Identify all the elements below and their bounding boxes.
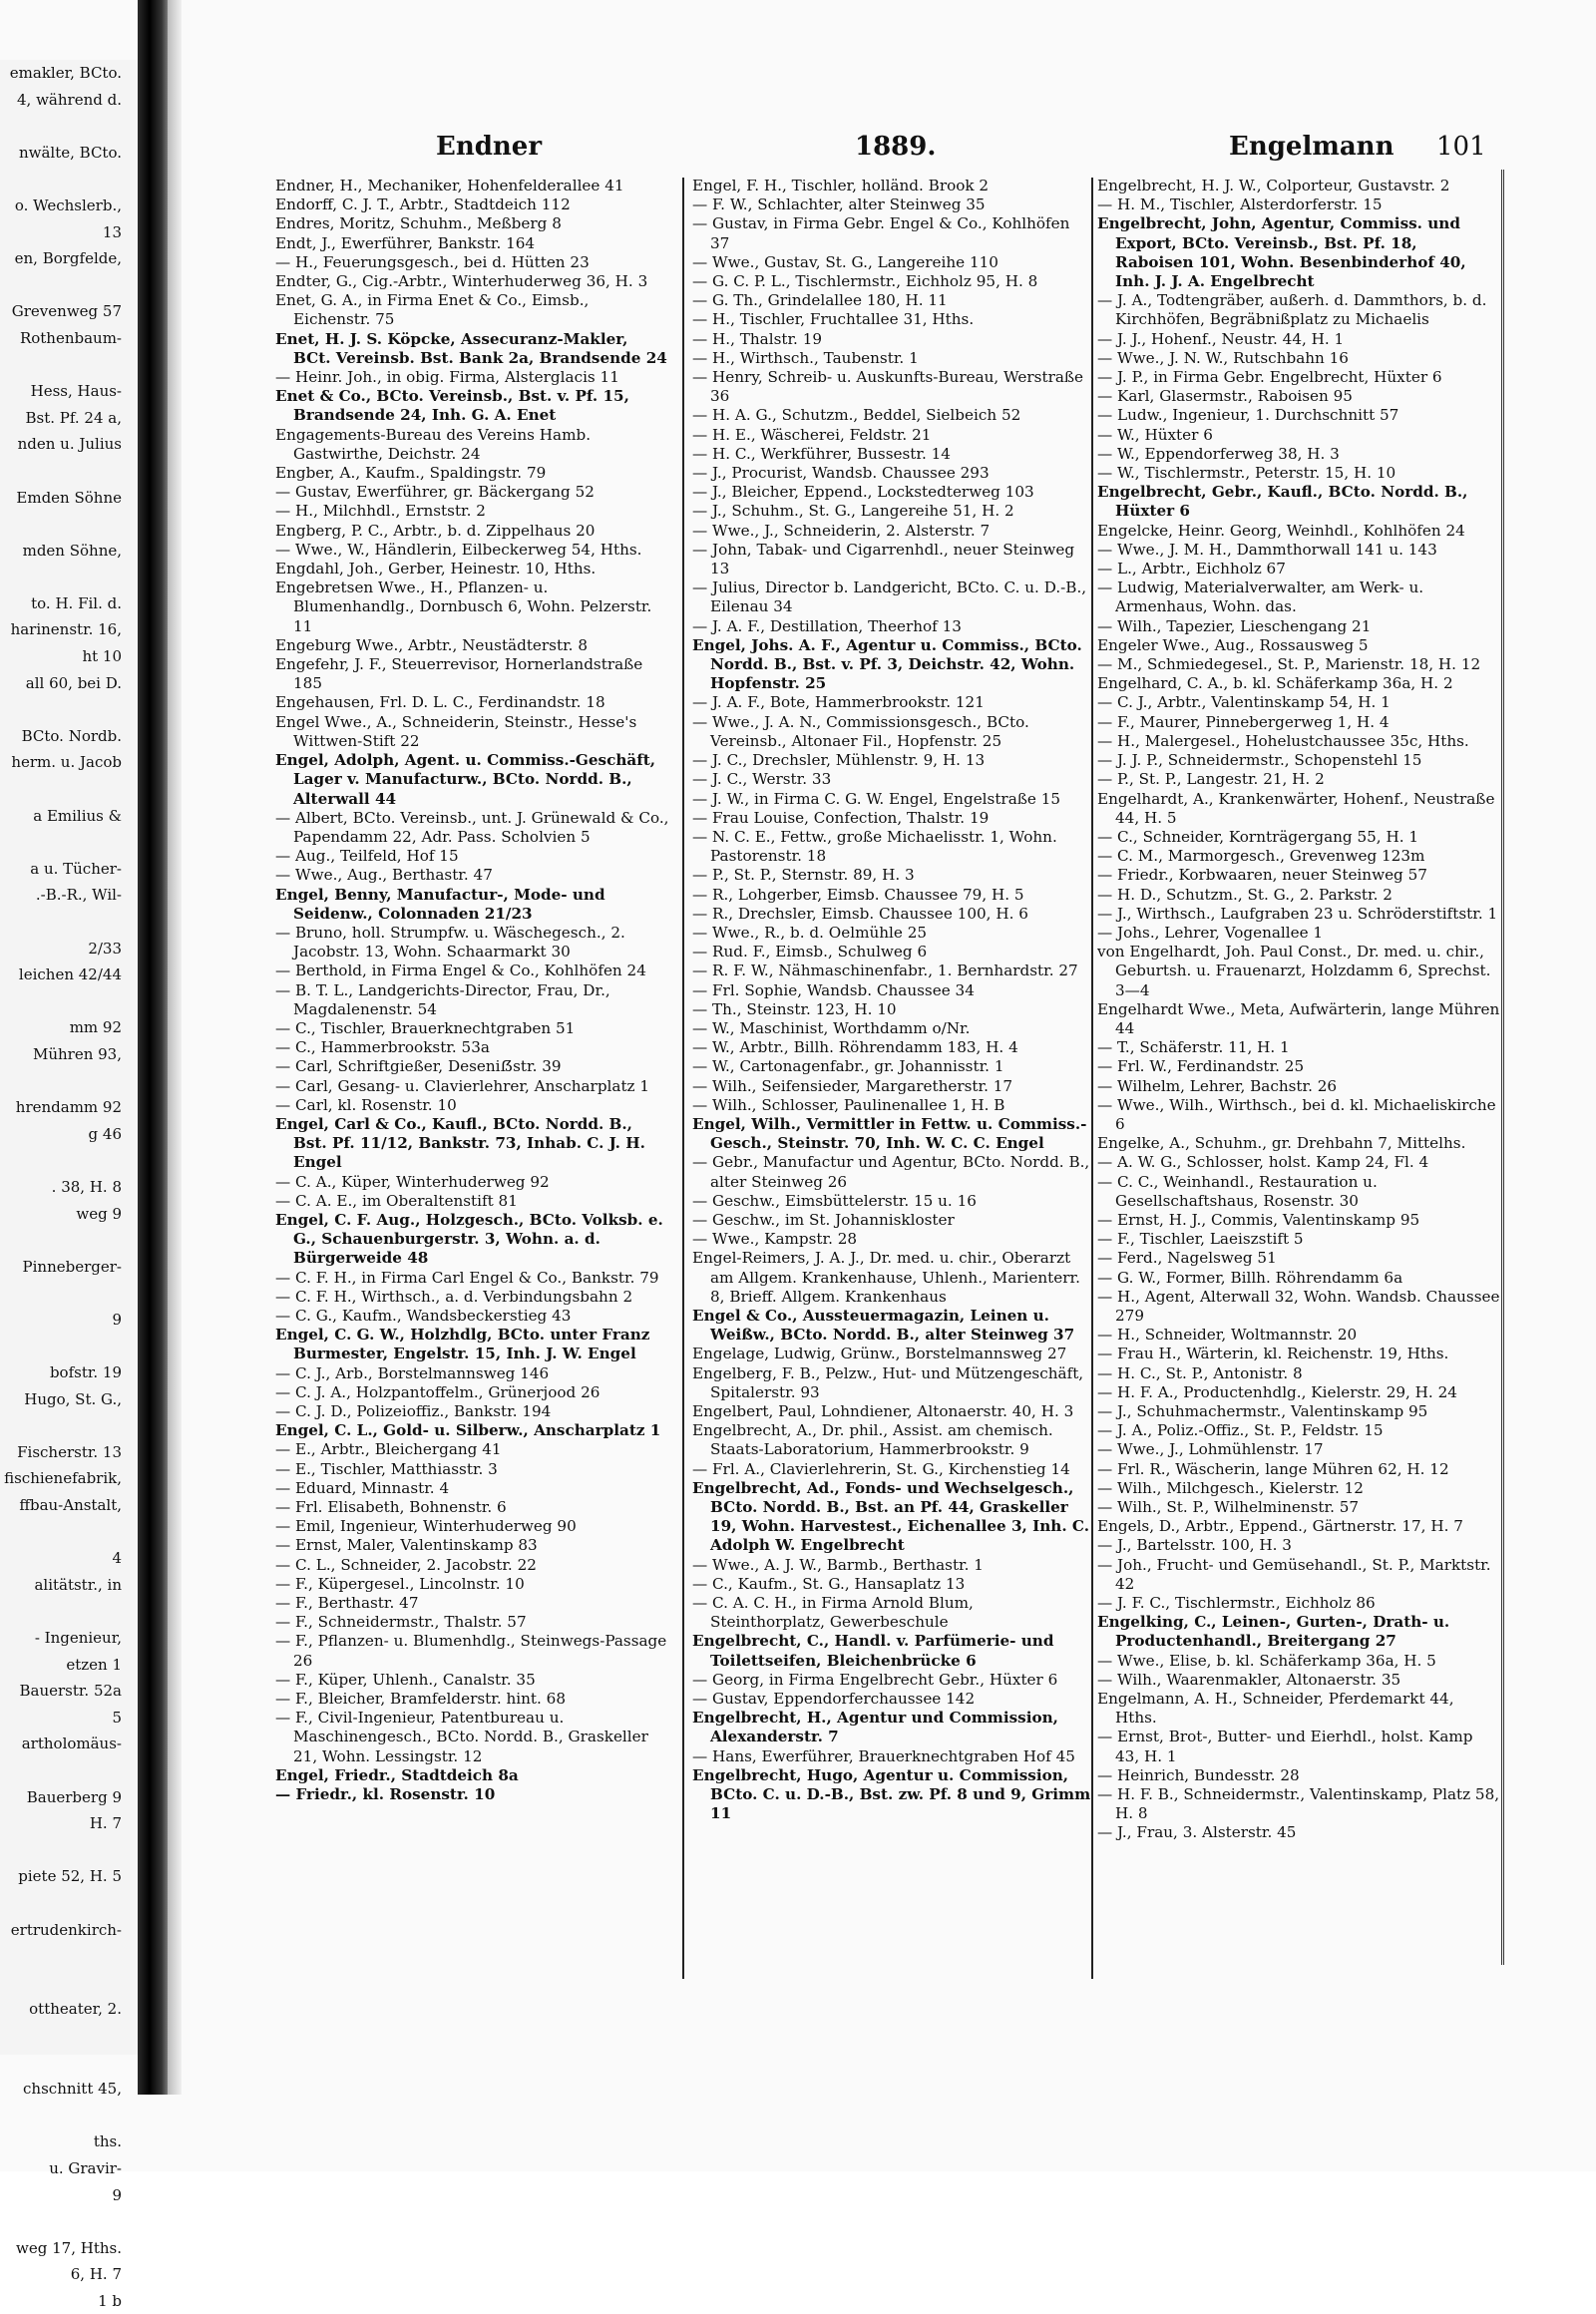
directory-entry: — Eduard, Minnastr. 4 <box>275 1478 450 1497</box>
left-page-line <box>0 1837 150 1864</box>
left-page-line: Bauerberg 9 <box>26 1787 122 1806</box>
directory-entry: Endorff, C. J. T., Arbtr., Stadtdeich 112 <box>275 195 571 214</box>
directory-entry: — F. W., Schlachter, alter Steinweg 35 <box>692 195 986 214</box>
directory-entry: — Wwe., Kampstr. 28 <box>692 1230 858 1249</box>
directory-entry: — Wilh., Seifensieder, Margaretherstr. 17 <box>692 1076 1013 1095</box>
directory-entry: — J., Procurist, Wandsb. Chaussee 293 <box>692 464 990 483</box>
directory-entry: — C. G., Kaufm., Wandsbeckerstieg 43 <box>275 1306 572 1325</box>
directory-entry: — R., Drechsler, Eimsb. Chaussee 100, H. 6 <box>692 904 1028 923</box>
directory-entry: Engelmann, A. H., Schneider, Pferdemarkt 44, Hths. <box>1097 1690 1454 1728</box>
directory-entry: Engdahl, Joh., Gerber, Heinestr. 10, Hths. <box>275 560 597 578</box>
left-page-line: mden Söhne, <box>22 541 122 560</box>
directory-entry: Engel, Friedr., Stadtdeich 8a <box>275 1765 519 1784</box>
directory-entry: — G. W., Former, Billh. Röhrendamm 6a <box>1097 1268 1403 1287</box>
directory-entry: — Rud. F., Eimsb., Schulweg 6 <box>692 943 928 962</box>
directory-entry: Endner, H., Mechaniker, Hohenfelderallee 41 <box>275 177 624 194</box>
left-page-line: alitätstr., in <box>34 1575 122 1594</box>
directory-entry: — F., Küper, Uhlenh., Canalstr. 35 <box>275 1670 536 1689</box>
directory-entry: — H. C., Werkführer, Bussestr. 14 <box>692 444 951 463</box>
left-page-line <box>0 1280 150 1307</box>
left-page-line: a u. Tücher- <box>30 859 122 878</box>
directory-entry: Engel, Benny, Manufactur-, Mode- und Seidenw., Colonnaden 21/23 <box>275 885 605 923</box>
directory-entry: — J., Schuhmachermstr., Valentinskamp 95 <box>1097 1402 1428 1420</box>
directory-entry: — Wwe., J. N. W., Rutschbahn 16 <box>1097 348 1349 367</box>
left-page-line: en, Borgfelde, <box>14 249 122 268</box>
directory-entry: Endt, J., Ewerführer, Bankstr. 164 <box>275 233 536 252</box>
directory-entry: — E., Tischler, Matthiasstr. 3 <box>275 1459 498 1478</box>
directory-entry: — Bruno, holl. Strumpfw. u. Wäschegesch., 2. Jacobstr. 13, Wohn. Schaarmarkt 30 <box>275 923 625 962</box>
directory-entry: — Hans, Ewerführer, Brauerknechtgraben Hof 45 <box>692 1746 1075 1765</box>
left-page-line: . 38, H. 8 <box>51 1177 122 1196</box>
left-page-line: 13 <box>102 222 122 241</box>
directory-entry: Engel, Adolph, Agent. u. Commiss.-Geschäft, Lager v. Manufacturw., BCto. Nordd. B., Alterwall 44 <box>275 751 656 808</box>
directory-entry: Engelbrecht, H. J. W., Colporteur, Gustavstr. 2 <box>1097 177 1450 194</box>
directory-entry: Engelage, Ludwig, Grünw., Borstelmannsweg 27 <box>692 1345 1067 1363</box>
directory-entry: — C., Hammerbrookstr. 53a <box>275 1038 490 1057</box>
directory-entry: — F., Maurer, Pinnebergerweg 1, H. 4 <box>1097 712 1390 731</box>
directory-entry: — C., Kaufm., St. G., Hansaplatz 13 <box>692 1574 966 1593</box>
directory-entry: Engels, D., Arbtr., Eppend., Gärtnerstr. 17, H. 7 <box>1097 1517 1463 1536</box>
left-page-line: Rothenbaum- <box>19 328 122 347</box>
directory-entry: — Berthold, in Firma Engel & Co., Kohlhöfen 24 <box>275 962 646 980</box>
left-page-line <box>0 696 150 723</box>
left-page-line: ertrudenkirch- <box>10 1920 122 1939</box>
directory-entry: — W., Eppendorferweg 38, H. 3 <box>1097 444 1340 463</box>
header-first-keyword: Endner <box>436 132 543 162</box>
left-page-line <box>0 1147 150 1174</box>
left-page-line <box>0 1334 150 1360</box>
directory-entry: — H., Milchhdl., Ernststr. 2 <box>275 502 486 521</box>
left-page-line: H. 7 <box>89 1814 122 1833</box>
directory-entry: — Carl, Schriftgießer, Deseniẞstr. 39 <box>275 1057 562 1076</box>
directory-entry: — W., Maschinist, Worthdamm o/Nr. <box>692 1018 971 1037</box>
directory-entry: — Wilh., Tapezier, Lieschengang 21 <box>1097 616 1372 635</box>
directory-entry: Engefehr, J. F., Steuerrevisor, Hornerlandstraße 185 <box>275 655 643 693</box>
directory-entry: — Wwe., Wilh., Wirthsch., bei d. kl. Michaeliskirche 6 <box>1097 1095 1496 1133</box>
left-page-line: Grevenweg 57 <box>11 302 122 321</box>
left-page-line: Hess, Haus- <box>30 382 122 401</box>
directory-entry: — Ernst, Brot-, Butter- und Eierhdl., holst. Kamp 43, H. 1 <box>1097 1728 1473 1765</box>
directory-entry: — H., Feuerungsgesch., bei d. Hütten 23 <box>275 252 590 271</box>
directory-entry: — F., Tischler, Laeiszstift 5 <box>1097 1230 1304 1249</box>
directory-entry: — C. J., Arbtr., Valentinskamp 54, H. 1 <box>1097 693 1391 712</box>
directory-entry: Endter, G., Cig.-Arbtr., Winterhuderweg 36, H. 3 <box>275 272 648 291</box>
directory-entry: — Ferd., Nagelsweg 51 <box>1097 1249 1277 1268</box>
directory-entry: — C. A., Küper, Winterhuderweg 92 <box>275 1172 550 1191</box>
directory-entry: von Engelhardt, Joh. Paul Const., Dr. med. u. chir., Geburtsh. u. Frauenarzt, Holzdamm 6, Sprechst. 3—4 <box>1097 943 1491 999</box>
left-page-line: 4, während d. <box>17 90 122 109</box>
directory-entry: — C. L., Schneider, 2. Jacobstr. 22 <box>275 1555 537 1574</box>
directory-entry: Engel Wwe., A., Schneiderin, Steinstr., Hesse's Wittwen-Stift 22 <box>275 712 637 750</box>
directory-entry: — Wilh., St. P., Wilhelminenstr. 57 <box>1097 1498 1360 1517</box>
directory-entry: — J. F. C., Tischlermstr., Eichholz 86 <box>1097 1594 1376 1613</box>
directory-entry: — F., Berthastr. 47 <box>275 1594 419 1613</box>
directory-entry: Engelbrecht, A., Dr. phil., Assist. am chemisch. Staats-Laboratorium, Hammerbrookstr. 9 <box>692 1421 1053 1459</box>
directory-entry: — H. M., Tischler, Alsterdorferstr. 15 <box>1097 195 1383 214</box>
directory-entry: — Carl, Gesang- u. Clavierlehrer, Anscharplatz 1 <box>275 1076 650 1095</box>
directory-entry: — Geschw., im St. Johanniskloster <box>692 1210 955 1229</box>
directory-entry: — John, Tabak- und Cigarrenhdl., neuer Steinweg 13 <box>692 540 1075 578</box>
directory-entry: — F., Civil-Ingenieur, Patentbureau u. Maschinengesch., BCto. Nordd. B., Graskeller 21, Wohn. Lessingstr. 12 <box>275 1709 648 1765</box>
left-page-line: Fischerstr. 13 <box>17 1442 122 1461</box>
left-page-line: fischienefabrik, <box>4 1469 122 1488</box>
directory-entry: — J. A., Poliz.-Offiz., St. P., Feldstr. 15 <box>1097 1421 1384 1440</box>
directory-entry: — Gustav, Eppendorferchaussee 142 <box>692 1690 976 1709</box>
directory-entry: — H. D., Schutzm., St. G., 2. Parkstr. 2 <box>1097 885 1393 904</box>
directory-entry: — Geschw., Eimsbüttelerstr. 15 u. 16 <box>692 1191 977 1210</box>
left-page-line: Hugo, St. G., <box>24 1389 122 1408</box>
directory-entry: — B. T. L., Landgerichts-Director, Frau, Dr., Magdalenenstr. 54 <box>275 980 610 1018</box>
left-page-line <box>0 1519 150 1546</box>
left-page-line: chschnitt 45, <box>23 2080 122 2099</box>
directory-entry: — H., Tischler, Fruchtallee 31, Hths. <box>692 310 975 329</box>
left-page-line: - Ingenieur, <box>34 1629 122 1648</box>
left-page-line: 4 <box>112 1549 122 1568</box>
directory-entry: — Frl. A., Clavierlehrerin, St. G., Kirchenstieg 14 <box>692 1459 1070 1478</box>
directory-entry: Engeler Wwe., Aug., Rossausweg 5 <box>1097 635 1369 654</box>
directory-entry: — J. A., Todtengräber, außerh. d. Dammthors, b. d. Kirchhöfen, Begräbnißplatz zu Michaelis <box>1097 291 1487 329</box>
directory-entry: — J., Frau, 3. Alsterstr. 45 <box>1097 1823 1297 1842</box>
directory-entry: — H., Schneider, Woltmannstr. 20 <box>1097 1326 1358 1345</box>
directory-entry: — Wilh., Milchgesch., Kielerstr. 12 <box>1097 1478 1364 1497</box>
left-page-line: harinenstr. 16, <box>10 620 122 639</box>
left-page-line: Bst. Pf. 24 a, <box>25 408 122 427</box>
left-page-line: nden u. Julius <box>17 435 122 454</box>
left-page-line <box>0 1970 150 1997</box>
book-gutter <box>138 0 168 2095</box>
left-page-line: Mühren 93, <box>32 1044 122 1063</box>
directory-entry: — Wilh., Waarenmakler, Altonaerstr. 35 <box>1097 1670 1401 1689</box>
directory-entry: Engelhard, C. A., b. kl. Schäferkamp 36a, H. 2 <box>1097 674 1453 693</box>
directory-entry: Engelbrecht, John, Agentur, Commiss. und Export, BCto. Vereinsb., Bst. Pf. 18, Raboisen 101, Wohn. Besenbinderhof 40, Inh. J. J. A. Engelbrecht <box>1097 214 1466 291</box>
directory-entry: — J. C., Drechsler, Mühlenstr. 9, H. 13 <box>692 751 986 770</box>
directory-entry: — Wilh., Schlosser, Paulinenallee 1, H. B <box>692 1095 1005 1114</box>
directory-entry: — Emil, Ingenieur, Winterhuderweg 90 <box>275 1517 577 1536</box>
left-page-line: 9 <box>112 1310 122 1329</box>
left-page-line: 5 <box>112 1708 122 1727</box>
directory-entry: — H. F. B., Schneidermstr., Valentinskamp, Platz 58, H. 8 <box>1097 1785 1500 1823</box>
directory-entry: Enet & Co., BCto. Vereinsb., Bst. v. Pf. 15, Brandsende 24, Inh. G. A. Enet <box>275 387 629 425</box>
directory-entry: — C. F. H., in Firma Carl Engel & Co., Bankstr. 79 <box>275 1268 659 1287</box>
directory-entry: — G. C. P. L., Tischlermstr., Eichholz 95, H. 8 <box>692 272 1038 291</box>
directory-entry: — Johs., Lehrer, Vogenallee 1 <box>1097 923 1324 942</box>
directory-entry: — R., Lohgerber, Eimsb. Chaussee 79, H. 5 <box>692 885 1024 904</box>
directory-entry: — H. E., Wäscherei, Feldstr. 21 <box>692 425 932 444</box>
directory-entry: — J., Bleicher, Eppend., Lockstedterweg 103 <box>692 483 1034 502</box>
left-page-line: 6, H. 7 <box>70 2265 122 2284</box>
directory-entry: — Friedr., Korbwaaren, neuer Steinweg 57 <box>1097 866 1427 885</box>
left-page-line: artholomäus- <box>21 1735 122 1753</box>
directory-entry: — Gebr., Manufactur und Agentur, BCto. Nordd. B., alter Steinweg 26 <box>692 1153 1090 1191</box>
directory-entry: — G. Th., Grindelallee 180, H. 11 <box>692 291 948 310</box>
directory-entry: Engeburg Wwe., Arbtr., Neustädterstr. 8 <box>275 635 588 654</box>
directory-entry: Engel, Johs. A. F., Agentur u. Commiss., BCto. Nordd. B., Bst. v. Pf. 3, Deichstr. 42, Wohn. Hopfenstr. 25 <box>692 635 1082 693</box>
directory-entry: Engagements-Bureau des Vereins Hamb. Gastwirthe, Deichstr. 24 <box>275 425 592 463</box>
directory-entry: — Aug., Teilfeld, Hof 15 <box>275 847 459 866</box>
directory-entry: — F., Pflanzen- u. Blumenhdlg., Steinwegs-Passage 26 <box>275 1632 667 1670</box>
left-page-line: herm. u. Jacob <box>11 753 122 772</box>
directory-column-2 <box>692 177 1091 1823</box>
directory-entry: — C. J., Arb., Borstelmannsweg 146 <box>275 1363 550 1382</box>
left-page-line: weg 17, Hths. <box>16 2238 122 2257</box>
directory-entry: Engebretsen Wwe., H., Pflanzen- u. Blumenhandlg., Dornbusch 6, Wohn. Pelzerstr. 11 <box>275 578 652 635</box>
left-page-line: bofstr. 19 <box>49 1363 122 1382</box>
left-page-line: Pinneberger- <box>22 1257 122 1276</box>
directory-entry: — W., Arbtr., Billh. Röhrendamm 183, H. 4 <box>692 1038 1018 1057</box>
left-page-line: piete 52, H. 5 <box>18 1867 122 1886</box>
directory-entry: — C. J. D., Polizeioffiz., Bankstr. 194 <box>275 1402 552 1420</box>
directory-entry: — Wwe., R., b. d. Oelmühle 25 <box>692 923 928 942</box>
directory-entry: — H. A. G., Schutzm., Beddel, Sielbeich 52 <box>692 406 1021 425</box>
directory-entry: Endres, Moritz, Schuhm., Meßberg 8 <box>275 214 562 233</box>
directory-entry: — Wwe., Aug., Berthastr. 47 <box>275 866 493 885</box>
directory-entry: — Wwe., W., Händlerin, Eilbeckerweg 54, Hths. <box>275 540 642 559</box>
directory-entry: — C. M., Marmorgesch., Grevenweg 123m <box>1097 847 1425 866</box>
directory-entry: Engel, C. L., Gold- u. Silberw., Anscharplatz 1 <box>275 1421 661 1440</box>
left-page-line <box>0 1068 150 1095</box>
directory-entry: — Frau H., Wärterin, kl. Reichenstr. 19, Hths. <box>1097 1345 1449 1363</box>
left-page-line: BCto. Nordb. <box>21 726 122 745</box>
left-page-line: u. Gravir- <box>49 2158 122 2177</box>
directory-entry: — Ernst, H. J., Commis, Valentinskamp 95 <box>1097 1210 1420 1229</box>
directory-entry: — H. F. A., Productenhdlg., Kielerstr. 29, H. 24 <box>1097 1382 1457 1401</box>
page-number: 101 <box>1436 132 1486 162</box>
left-page-line <box>0 564 150 590</box>
directory-entry: Enet, H. J. S. Köpcke, Assecuranz-Makler, BCt. Vereinsb. Bst. Bank 2a, Brandsende 24 <box>275 329 667 367</box>
directory-entry: — L., Arbtr., Eichholz 67 <box>1097 560 1286 578</box>
left-page-line: Bauerstr. 52a <box>19 1682 122 1701</box>
directory-entry: — Albert, BCto. Vereinsb., unt. J. Grünewald & Co., Papendamm 22, Adr. Pass. Scholvien 5 <box>275 808 669 846</box>
directory-entry: Engber, A., Kaufm., Spaldingstr. 79 <box>275 464 547 483</box>
header-year: 1889. <box>855 132 937 162</box>
directory-entry: — Wwe., J. A. N., Commissionsgesch., BCto. Vereinsb., Altonaer Fil., Hopfenstr. 25 <box>692 712 1029 750</box>
directory-entry: — Th., Steinstr. 123, H. 10 <box>692 999 897 1018</box>
directory-entry: — H., Wirthsch., Taubenstr. 1 <box>692 348 919 367</box>
directory-entry: — Friedr., kl. Rosenstr. 10 <box>275 1785 496 1804</box>
left-page-line: Emden Söhne <box>16 488 122 507</box>
directory-entry: — Frl. W., Ferdinandstr. 25 <box>1097 1057 1305 1076</box>
left-page-line <box>0 988 150 1015</box>
left-page-line: weg 9 <box>76 1204 122 1223</box>
left-page-line: ths. <box>93 2132 122 2151</box>
directory-entry: — Gustav, Ewerführer, gr. Bäckergang 52 <box>275 483 595 502</box>
directory-entry: Engel, Wilh., Vermittler in Fettw. u. Commiss.-Gesch., Steinstr. 70, Inh. W. C. C. Engel <box>692 1114 1087 1153</box>
left-page-line <box>0 776 150 803</box>
left-page-line: leichen 42/44 <box>18 965 122 984</box>
left-page-line <box>0 829 150 856</box>
directory-entry: — C. A. E., im Oberaltenstift 81 <box>275 1191 518 1210</box>
directory-entry: — Ludw., Ingenieur, 1. Durchschnitt 57 <box>1097 406 1399 425</box>
header-last-keyword: Engelmann <box>1229 132 1395 162</box>
left-page-line: mm 92 <box>69 1018 122 1037</box>
directory-entry: — Heinrich, Bundesstr. 28 <box>1097 1765 1300 1784</box>
left-page-line: .-B.-R., Wil- <box>35 886 122 905</box>
left-page-line <box>0 2023 150 2050</box>
directory-entry: — Karl, Glasermstr., Raboisen 95 <box>1097 387 1353 406</box>
directory-entry: — Joh., Frucht- und Gemüsehandl., St. P., Marktstr. 42 <box>1097 1555 1491 1593</box>
directory-entry: — H., Thalstr. 19 <box>692 329 823 348</box>
directory-entry: Engel, C. G. W., Holzhdlg, BCto. unter Franz Burmester, Engelstr. 15, Inh. J. W. Engel <box>275 1326 650 1363</box>
left-page-line: a Emilius & <box>33 806 122 825</box>
directory-entry: Engel, Carl & Co., Kaufl., BCto. Nordd. B., Bst. Pf. 11/12, Bankstr. 73, Inhab. C. J. H. Engel <box>275 1114 645 1172</box>
running-header <box>271 132 1488 172</box>
directory-entry: — T., Schäferstr. 11, H. 1 <box>1097 1038 1290 1057</box>
directory-entry: — Carl, kl. Rosenstr. 10 <box>275 1095 457 1114</box>
left-page-line: emakler, BCto. <box>9 64 122 82</box>
directory-entry: — F., Küpergesel., Lincolnstr. 10 <box>275 1574 525 1593</box>
book-gutter-shade <box>168 0 182 2095</box>
directory-entry: — E., Arbtr., Bleichergang 41 <box>275 1440 502 1459</box>
directory-entry: — C. F. H., Wirthsch., a. d. Verbindungsbahn 2 <box>275 1287 633 1306</box>
left-page-line: g 46 <box>88 1124 122 1143</box>
directory-entry: Engelhardt Wwe., Meta, Aufwärterin, lange Mühren 44 <box>1097 999 1500 1037</box>
column-rule <box>682 178 684 1979</box>
directory-entry: Engelcke, Heinr. Georg, Weinhdl., Kohlhöfen 24 <box>1097 521 1465 540</box>
directory-entry: — J. W., in Firma C. G. W. Engel, Engelstraße 15 <box>692 789 1061 808</box>
directory-entry: — Gustav, in Firma Gebr. Engel & Co., Kohlhöfen 37 <box>692 214 1070 252</box>
directory-entry: — C., Schneider, Kornträgergang 55, H. 1 <box>1097 827 1419 846</box>
left-page-line <box>0 511 150 538</box>
directory-entry: Engel, F. H., Tischler, holländ. Brook 2 <box>692 177 990 194</box>
left-page-line <box>0 113 150 140</box>
page-edge <box>1501 170 1516 1965</box>
directory-entry: — J., Wirthsch., Laufgraben 23 u. Schröderstiftstr. 1 <box>1097 904 1498 923</box>
left-page-line <box>0 2050 150 2077</box>
directory-entry: Engel & Co., Aussteuermagazin, Leinen u. Weißw., BCto. Nordd. B., alter Steinweg 37 <box>692 1306 1075 1345</box>
left-page-line <box>0 166 150 193</box>
directory-entry: — J., Bartelsstr. 100, H. 3 <box>1097 1536 1292 1555</box>
left-page-line: 9 <box>112 2185 122 2204</box>
left-page-line <box>0 1227 150 1254</box>
left-page-line: all 60, bei D. <box>25 673 122 692</box>
left-page-line: 2/33 <box>88 939 122 958</box>
directory-entry: — Ernst, Maler, Valentinskamp 83 <box>275 1536 538 1555</box>
left-page-line <box>0 458 150 485</box>
directory-entry: — H. C., St. P., Antonistr. 8 <box>1097 1363 1303 1382</box>
left-page-line: etzen 1 <box>66 1655 122 1674</box>
directory-entry: — W., Cartonagenfabr., gr. Johannisstr. 1 <box>692 1057 1004 1076</box>
left-page-line <box>0 909 150 936</box>
left-page-line <box>0 352 150 379</box>
left-page-fragment <box>0 60 150 2310</box>
left-page-line <box>0 1598 150 1625</box>
directory-entry: — Julius, Director b. Landgericht, BCto. C. u. D.-B., Eilenau 34 <box>692 578 1087 616</box>
directory-entry: Engelbrecht, Hugo, Agentur u. Commission, BCto. C. u. D.-B., Bst. zw. Pf. 8 und 9, Grimm 11 <box>692 1765 1091 1823</box>
directory-entry: — P., St. P., Langestr. 21, H. 2 <box>1097 770 1325 789</box>
directory-entry: Engehausen, Frl. D. L. C., Ferdinandstr. 18 <box>275 693 605 712</box>
left-page-line <box>0 1757 150 1784</box>
directory-entry: Engelhardt, A., Krankenwärter, Hohenf., Neustraße 44, H. 5 <box>1097 789 1495 827</box>
directory-entry: — Wwe., J., Lohmühlenstr. 17 <box>1097 1440 1324 1459</box>
left-page-line <box>0 1412 150 1439</box>
directory-entry: Engelke, A., Schuhm., gr. Drehbahn 7, Mittelhs. <box>1097 1134 1466 1153</box>
left-page-line: ht 10 <box>82 647 122 666</box>
left-page-line: ffbau-Anstalt, <box>19 1496 122 1515</box>
left-page-line <box>0 272 150 299</box>
directory-entry: — Wwe., J. M. H., Dammthorwall 141 u. 143 <box>1097 540 1437 559</box>
left-page-line: ottheater, 2. <box>29 2000 122 2019</box>
directory-entry: — Wwe., A. J. W., Barmb., Berthastr. 1 <box>692 1555 984 1574</box>
directory-entry: — J. J. P., Schneidermstr., Schopenstehl 15 <box>1097 751 1422 770</box>
directory-entry: — Wwe., Elise, b. kl. Schäferkamp 36a, H. 5 <box>1097 1651 1436 1670</box>
directory-entry: Engelbrecht, H., Agentur und Commission, Alexanderstr. 7 <box>692 1709 1058 1746</box>
directory-entry: — J. A. F., Destillation, Theerhof 13 <box>692 616 962 635</box>
directory-entry: — Wwe., Gustav, St. G., Langereihe 110 <box>692 252 998 271</box>
directory-entry: — H., Malergesel., Hohelustchaussee 35c, Hths. <box>1097 731 1469 750</box>
left-page-line: 1 b <box>98 2291 122 2310</box>
directory-entry: Engel, C. F. Aug., Holzgesch., BCto. Volksb. e. G., Schauenburgerstr. 3, Wohn. a. d. Bürgerweide 48 <box>275 1210 663 1268</box>
directory-entry: — W., Tischlermstr., Peterstr. 15, H. 10 <box>1097 464 1396 483</box>
directory-entry: — F., Bleicher, Bramfelderstr. hint. 68 <box>275 1690 567 1709</box>
directory-entry: — Frau Louise, Confection, Thalstr. 19 <box>692 808 990 827</box>
left-page-line <box>0 1943 150 1970</box>
directory-entry: — J. J., Hohenf., Neustr. 44, H. 1 <box>1097 329 1345 348</box>
left-page-line <box>0 2103 150 2129</box>
directory-entry: — Frl. R., Wäscherin, lange Mühren 62, H. 12 <box>1097 1459 1449 1478</box>
directory-entry: — Wilhelm, Lehrer, Bachstr. 26 <box>1097 1076 1338 1095</box>
directory-entry: — J. A. F., Bote, Hammerbrookstr. 121 <box>692 693 985 712</box>
directory-column-1 <box>275 177 670 1804</box>
directory-entry: — M., Schmiedegesel., St. P., Marienstr. 18, H. 12 <box>1097 655 1481 674</box>
directory-entry: — Heinr. Joh., in obig. Firma, Alsterglacis 11 <box>275 368 619 387</box>
directory-entry: — N. C. E., Fettw., große Michaelisstr. 1, Wohn. Pastorenstr. 18 <box>692 827 1057 866</box>
directory-entry: — W., Hüxter 6 <box>1097 425 1213 444</box>
directory-entry: — P., St. P., Sternstr. 89, H. 3 <box>692 866 915 885</box>
directory-entry: — J., Schuhm., St. G., Langereihe 51, H. 2 <box>692 502 1014 521</box>
directory-entry: — A. W. G., Schlosser, holst. Kamp 24, Fl. 4 <box>1097 1153 1429 1172</box>
directory-entry: — Wwe., J., Schneiderin, 2. Alsterstr. 7 <box>692 521 991 540</box>
directory-entry: — Henry, Schreib- u. Auskunfts-Bureau, Werstraße 36 <box>692 368 1084 406</box>
directory-entry: Engelbert, Paul, Lohndiener, Altonaerstr. 40, H. 3 <box>692 1402 1074 1420</box>
directory-entry: — Georg, in Firma Engelbrecht Gebr., Hüxter 6 <box>692 1670 1058 1689</box>
left-page-line <box>0 2208 150 2235</box>
directory-entry: — C. J. A., Holzpantoffelm., Grünerjood 26 <box>275 1382 600 1401</box>
directory-entry: — C., Tischler, Brauerknechtgraben 51 <box>275 1018 576 1037</box>
directory-entry: Engelking, C., Leinen-, Gurten-, Drath- u. Productenhandl., Breitergang 27 <box>1097 1613 1450 1651</box>
directory-entry: Engelbrecht, C., Handl. v. Parfümerie- und Toilettseifen, Bleichenbrücke 6 <box>692 1632 1054 1670</box>
directory-entry: Engelbrecht, Ad., Fonds- und Wechselgesch., BCto. Nordd. B., Bst. an Pf. 44, Graskeller 19, Wohn. Harvestest., Eichenallee 3, Inh. C. Adolph W. Engelbrecht <box>692 1478 1089 1555</box>
directory-entry: — Ludwig, Materialverwalter, am Werk- u. Armenhaus, Wohn. das. <box>1097 578 1424 616</box>
directory-entry: — R. F. W., Nähmaschinenfabr., 1. Bernhardstr. 27 <box>692 962 1078 980</box>
left-page-line: o. Wechslerb., <box>14 195 122 214</box>
directory-entry: Engel-Reimers, J. A. J., Dr. med. u. chir., Oberarzt am Allgem. Krankenhause, Uhlenh., Marienterr. 8, Brieff. Allgem. Krankenhaus <box>692 1249 1080 1306</box>
directory-entry: — J. P., in Firma Gebr. Engelbrecht, Hüxter 6 <box>1097 368 1442 387</box>
directory-entry: — Frl. Sophie, Wandsb. Chaussee 34 <box>692 980 975 999</box>
directory-column-3 <box>1097 177 1500 1843</box>
directory-entry: — H., Agent, Alterwall 32, Wohn. Wandsb. Chaussee 279 <box>1097 1287 1500 1325</box>
left-page-line: nwälte, BCto. <box>18 143 122 162</box>
directory-entry: Enet, G. A., in Firma Enet & Co., Eimsb., Eichenstr. 75 <box>275 291 590 329</box>
left-page-line: hrendamm 92 <box>15 1098 122 1117</box>
directory-entry: — C. A. C. H., in Firma Arnold Blum, Steinthorplatz, Gewerbeschule <box>692 1594 974 1632</box>
directory-entry: — J. C., Werstr. 33 <box>692 770 832 789</box>
directory-entry: — C. C., Weinhandl., Restauration u. Gesellschaftshaus, Rosenstr. 30 <box>1097 1172 1378 1210</box>
column-rule <box>1091 178 1093 1979</box>
left-page-line <box>0 1890 150 1917</box>
directory-entry: — Frl. Elisabeth, Bohnenstr. 6 <box>275 1498 507 1517</box>
directory-entry: Engelberg, F. B., Pelzw., Hut- und Mützengeschäft, Spitalerstr. 93 <box>692 1363 1084 1401</box>
directory-entry: Engberg, P. C., Arbtr., b. d. Zippelhaus 20 <box>275 521 596 540</box>
left-page-line: to. H. Fil. d. <box>31 593 122 612</box>
directory-entry: Engelbrecht, Gebr., Kaufl., BCto. Nordd. B., Hüxter 6 <box>1097 483 1468 521</box>
directory-entry: — F., Schneidermstr., Thalstr. 57 <box>275 1613 527 1632</box>
